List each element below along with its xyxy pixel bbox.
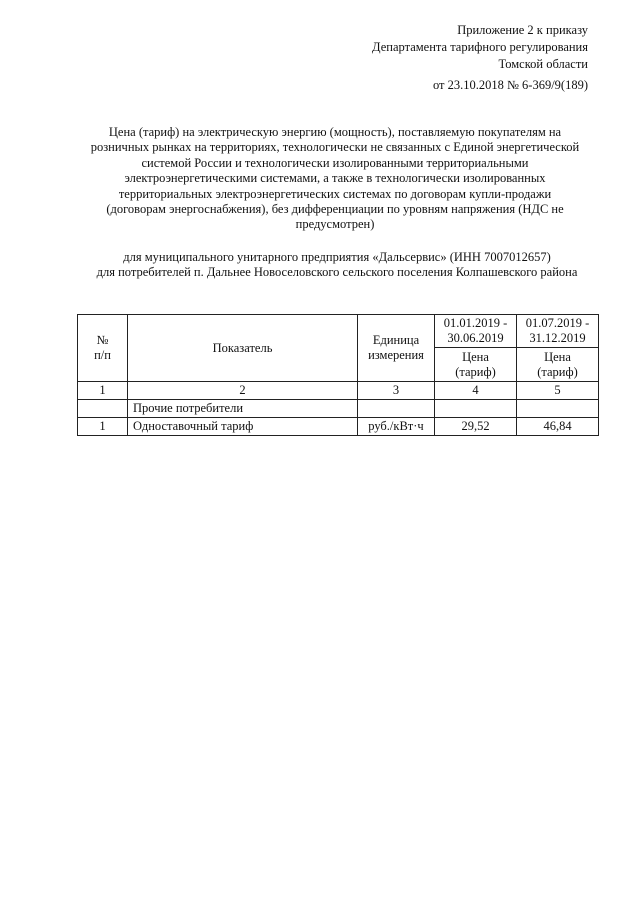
row-indicator: Одноставочный тариф (128, 418, 358, 436)
header-num: № п/п (78, 315, 128, 382)
header-line: Приложение 2 к приказу (457, 23, 588, 37)
org-line: для потребителей п. Дальнее Новоселовского сельского поселения Колпашевского района (96, 265, 578, 280)
document-title (70, 125, 600, 233)
order-date-number: от 23.10.2018 № 6-369/9(189) (432, 78, 588, 92)
column-number-row (78, 382, 599, 400)
row-indicator: Прочие потребители (128, 400, 358, 418)
column-number: 2 (128, 382, 358, 400)
header-price-1: Цена (тариф) (435, 348, 517, 382)
title-line: территориальных электроэнергетических системах по договорам купли-продажи (118, 186, 552, 201)
row-price-2 (517, 400, 599, 418)
header-price-2: Цена (тариф) (517, 348, 599, 382)
column-number: 1 (78, 382, 128, 400)
table-row (78, 400, 599, 418)
title-line: розничных рынках на территориях, технологически не связанных с Единой энергетической (90, 140, 580, 155)
row-price-2: 46,84 (517, 418, 599, 436)
row-unit (358, 400, 435, 418)
header-period-1: 01.01.2019 - 30.06.2019 (435, 315, 517, 348)
table-header-row (78, 315, 599, 348)
row-price-1: 29,52 (435, 418, 517, 436)
header-indicator: Показатель (128, 315, 358, 382)
organization-info (72, 250, 602, 281)
header-period-2: 01.07.2019 - 31.12.2019 (517, 315, 599, 348)
header-line: Томской области (498, 57, 588, 71)
header-line: Департамента тарифного регулирования (372, 40, 588, 54)
title-line: предусмотрен) (295, 217, 375, 232)
header-unit: Единица измерения (358, 315, 435, 382)
tariff-table (77, 314, 599, 436)
row-price-1 (435, 400, 517, 418)
column-number: 4 (435, 382, 517, 400)
row-num (78, 400, 128, 418)
title-line: (договорам энергоснабжения), без дифференциации по уровням напряжения (НДС не (106, 202, 564, 217)
row-unit: руб./кВт·ч (358, 418, 435, 436)
table-row (78, 418, 599, 436)
column-number: 5 (517, 382, 599, 400)
title-line: системой России и технологически изолированными территориальными (141, 155, 529, 170)
org-line: для муниципального унитарного предприятия «Дальсервис» (ИНН 7007012657) (123, 250, 551, 264)
title-line: Цена (тариф) на электрическую энергию (мощность), поставляемую покупателям на (108, 125, 562, 139)
order-reference (288, 22, 588, 94)
row-num: 1 (78, 418, 128, 436)
title-line: электроэнергетическими системами, а также в технологически изолированных (124, 171, 546, 186)
column-number: 3 (358, 382, 435, 400)
